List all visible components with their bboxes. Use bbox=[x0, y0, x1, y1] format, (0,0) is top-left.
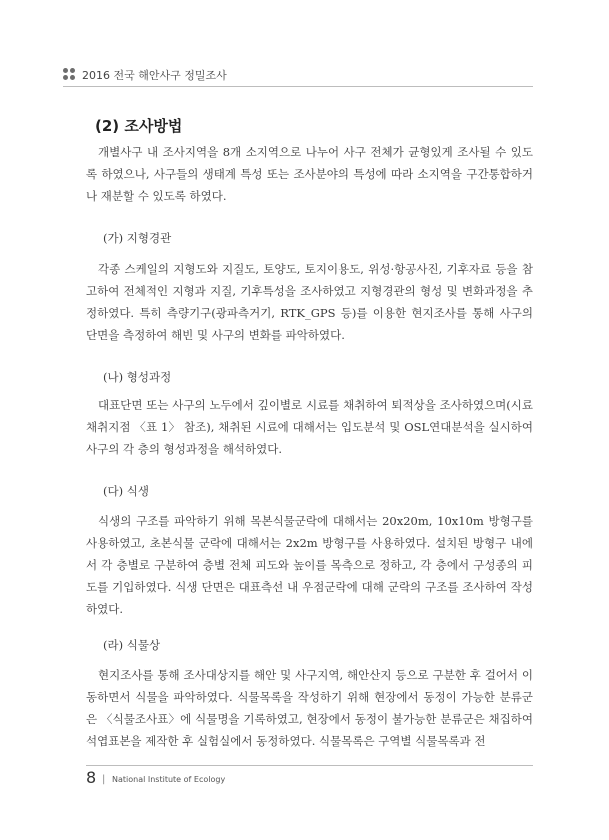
footer-separator: | bbox=[102, 774, 106, 785]
section-title: (2) 조사방법 bbox=[95, 117, 183, 135]
subsection-heading-terrain: (가) 지형경관 bbox=[103, 231, 172, 245]
footer-divider bbox=[86, 765, 533, 766]
subsection-body-vegetation: 식생의 구조를 파악하기 위해 목본식물군락에 대해서는 20x20m, 10x10m 방형구를 사용하였고, 초본식물 군락에 대해서는 2x2m 방형구를 사용하였다. 설치된 방형구 내에서 각 층별로 구분하여 층별 전체 피도와 높이를 목측으로 정하고, 각 층에서 구성종의 피도를 기입하였다. 식생 단면은 대표측선 내 우점군락에 대해 군락의 구조를 조사하여 작성하였다. bbox=[86, 514, 533, 616]
subsection-heading-flora: (라) 식물상 bbox=[103, 638, 161, 652]
subsection-body-flora: 현지조사를 통해 조사대상지를 해안 및 사구지역, 해안산지 등으로 구분한 후 걸어서 이동하면서 식물을 파악하였다. 식물목록을 작성하기 위해 현장에서 동정이 가능한 분류군은 〈식물조사표〉에 식물명을 기록하였고, 현장에서 동정이 불가능한 분류군은 채집하여 석엽표본을 제작한 후 실험실에서 동정하였다. 식물목록은 구역별 식물목록과 전 bbox=[86, 668, 533, 748]
subsection-body-terrain: 각종 스케일의 지형도와 지질도, 토양도, 토지이용도, 위성·항공사진, 기후자료 등을 참고하여 전체적인 지형과 지질, 기후특성을 조사하였고 지형경관의 형성 및 변화과정을 추정하였다. 특히 측량기구(광파측거기, RTK_GPS 등)를 이용한 현지조사를 통해 사구의 단면을 측정하여 해빈 및 사구의 변화를 파악하였다. bbox=[86, 262, 533, 342]
running-header bbox=[63, 64, 533, 88]
page-number: 8 bbox=[86, 768, 97, 787]
page-footer bbox=[86, 765, 533, 795]
subsection-heading-formation: (나) 형성과정 bbox=[103, 370, 172, 384]
subsection-heading-vegetation: (다) 식생 bbox=[103, 484, 149, 498]
header-divider bbox=[63, 86, 533, 87]
subsection-body-formation: 대표단면 또는 사구의 노두에서 깊이별로 시료를 채취하여 퇴적상을 조사하였으며(시료채취지점 〈표 1〉 참조), 채취된 시료에 대해서는 입도분석 및 OSL연대분석을 실시하여 사구의 각 층의 형성과정을 해석하였다. bbox=[86, 398, 533, 456]
four-dots-logo-icon bbox=[63, 68, 77, 82]
header-title: 2016 전국 해안사구 정밀조사 bbox=[82, 69, 227, 82]
intro-paragraph: 개별사구 내 조사지역을 8개 소지역으로 나누어 사구 전체가 균형있게 조사될 수 있도록 하였으나, 사구들의 생태계 특성 또는 조사분야의 특성에 따라 소지역을 구간통합하거나 재분할 수 있도록 하였다. bbox=[86, 145, 533, 203]
footer-institute: National Institute of Ecology bbox=[112, 775, 226, 784]
